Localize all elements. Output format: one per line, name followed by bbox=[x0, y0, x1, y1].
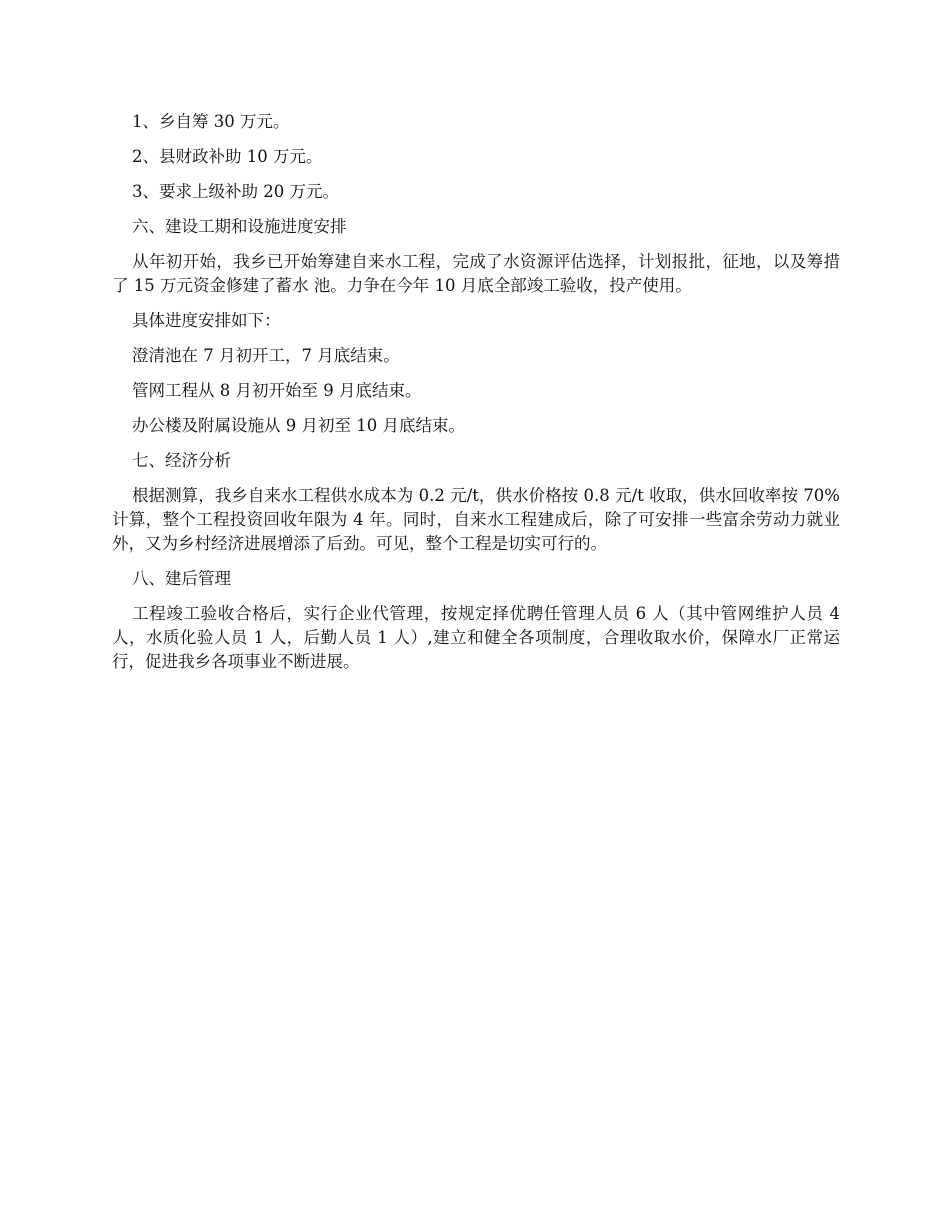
schedule-item-pipeline: 管网工程从 8 月初开始至 9 月底结束。 bbox=[132, 381, 422, 400]
management-paragraph: 工程竣工验收合格后，实行企业代管理，按规定择优聘任管理人员 6 人（其中管网维护人员 4 人，水质化验人员 1 人，后勤人员 1 人）,建立和健全各项制度，合理收取水价，保障水厂正常运行，促进我乡各项事业不断进展。 bbox=[112, 604, 840, 671]
document-body bbox=[112, 110, 840, 685]
economics-paragraph: 根据测算，我乡自来水工程供水成本为 0.2 元/t，供水价格按 0.8 元/t 收取，供水回收率按 70%计算，整个工程投资回收年限为 4 年。同时，自来水工程建成后，除了可安排一些富余劳动力就业外，又为乡村经济进展增添了后劲。可见，整个工程是切实可行的。 bbox=[112, 486, 840, 553]
schedule-overview-paragraph: 从年初开始，我乡已开始筹建自来水工程，完成了水资源评估选择，计划报批，征地，以及筹措了 15 万元资金修建了蓄水 池。力争在今年 10 月底全部竣工验收，投产使用。 bbox=[112, 252, 840, 295]
section-heading-management: 八、建后管理 bbox=[132, 569, 231, 588]
funding-item-1: 1、乡自筹 30 万元。 bbox=[132, 112, 290, 131]
section-heading-economics: 七、经济分析 bbox=[132, 451, 231, 470]
schedule-intro: 具体进度安排如下： bbox=[132, 311, 281, 330]
schedule-item-clarifier: 澄清池在 7 月初开工，7 月底结束。 bbox=[132, 346, 400, 365]
funding-item-2: 2、县财政补助 10 万元。 bbox=[132, 147, 323, 166]
funding-item-3: 3、要求上级补助 20 万元。 bbox=[132, 182, 339, 201]
schedule-item-office: 办公楼及附属设施从 9 月初至 10 月底结束。 bbox=[132, 416, 465, 435]
section-heading-schedule: 六、建设工期和设施进度安排 bbox=[132, 217, 347, 236]
